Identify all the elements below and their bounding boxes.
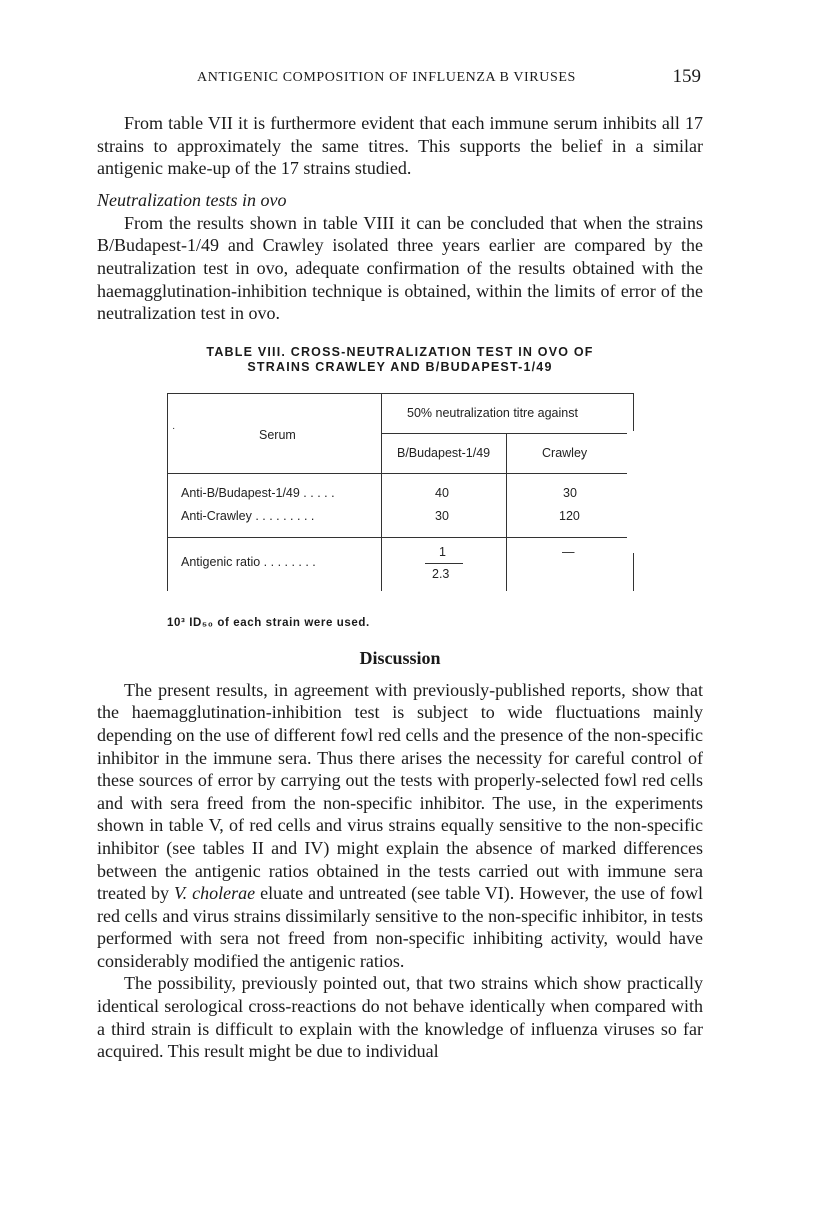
cell-anti-budapest-budapest: 40 — [435, 485, 449, 500]
row-label-anti-crawley: Anti-Crawley . . . . . . . . . — [181, 508, 315, 523]
column-header-budapest: B/Budapest-1/49 — [397, 445, 491, 460]
serum-header: Serum — [259, 427, 296, 442]
group-header: 50% neutralization titre against — [407, 405, 578, 420]
paragraph-discussion-1-part-1: The present results, in agreement with previously-published reports, show that the haemagglutination-inhibition test is subject to wide fluctuations mainly depending on the use of different fowl red cells and the presence of the non-specific inhibitor in the immune sera. Thus there arises the necessity for careful control of these sources of error by carrying out the tests with properly-selected fowl red cells and with sera freed from the non-specific inhibitor. The use, in the experiments shown in table V, of red cells and virus strains equally sensitive to the non-specific inhibitor (see tables II and IV) might explain the absence of marked differences between the antigenic ratios obtained in the tests carried out with immune sera treated by — [97, 679, 703, 904]
paragraph-discussion-2: The possibility, previously pointed out, that two strains which show practically identical serological cross-reactions do not behave identically when compared with a third strain is difficult to explain with the knowledge of influenza viruses so far acquired. This result might be due to individual — [97, 973, 703, 1062]
ratio-fraction-bar — [425, 563, 463, 564]
stray-dot-mark: · — [172, 422, 176, 434]
table-viii — [167, 393, 634, 591]
table-rule-left — [167, 393, 168, 591]
subheading-neutralization: Neutralization tests in ovo — [97, 189, 287, 210]
row-label-antigenic-ratio: Antigenic ratio . . . . . . . . — [181, 554, 316, 569]
page — [97, 62, 703, 1063]
table-caption-line-1: TABLE VIII. CROSS-NEUTRALIZATION TEST IN OVO OF — [206, 344, 594, 359]
paragraph-neutralization: From the results shown in table VIII it can be concluded that when the strains B/Budapest-1/49 and Crawley isolated three years earlier are compared by the neutralization test in ovo, adequate confirmation of the results obtained with the haemagglutination-inhibition technique is obtained, within the limits of error of the neutralization test in ovo. — [97, 212, 703, 324]
running-title: ANTIGENIC COMPOSITION OF INFLUENZA B VIRUSES — [197, 70, 576, 85]
table-rule-serum-divider — [381, 393, 382, 591]
paragraph-discussion-1 — [97, 679, 703, 973]
table-caption — [97, 345, 703, 375]
table-rule-right-bottom — [633, 553, 634, 591]
table-rule-right-top — [633, 393, 634, 431]
paragraph-discussion-1-part-2: eluate and untreated (see table VI). However, the use of fowl red cells and virus strains dissimilarly sensitive to the non-specific inhibitor, in tests performed with sera not freed from non-specific inhibiting activity, would have considerably modified the antigenic ratios. — [97, 883, 703, 971]
column-header-crawley: Crawley — [542, 445, 588, 460]
cell-anti-crawley-budapest: 30 — [435, 508, 449, 523]
table-caption-line-2: STRAINS CRAWLEY AND B/BUDAPEST-1/49 — [247, 359, 553, 374]
table-footnote: 10³ ID₅₀ of each strain were used. — [167, 616, 370, 629]
paragraph-table-vii: From table VII it is furthermore evident that each immune serum inhibits all 17 strains to approximately the same titres. This supports the belief in a similar antigenic make-up of the 17 strains studied. — [97, 113, 703, 179]
discussion-title: Discussion — [359, 647, 441, 668]
cell-anti-budapest-crawley: 30 — [563, 485, 577, 500]
ratio-numerator: 1 — [439, 544, 446, 559]
table-rule-header-bottom — [167, 473, 627, 474]
row-label-anti-budapest: Anti-B/Budapest-1/49 . . . . . — [181, 485, 335, 500]
table-rule-top — [167, 393, 634, 394]
cell-anti-crawley-crawley: 120 — [559, 508, 580, 523]
ratio-denominator: 2.3 — [432, 566, 450, 581]
ratio-crawley-dash: — — [562, 544, 575, 559]
running-header — [97, 62, 703, 92]
table-rule-ratio — [167, 537, 627, 538]
table-rule-column-divider — [506, 433, 507, 591]
paragraph-discussion-1-italic: V. cholerae — [173, 883, 256, 904]
page-number: 159 — [672, 66, 701, 87]
table-rule-group — [381, 433, 627, 434]
